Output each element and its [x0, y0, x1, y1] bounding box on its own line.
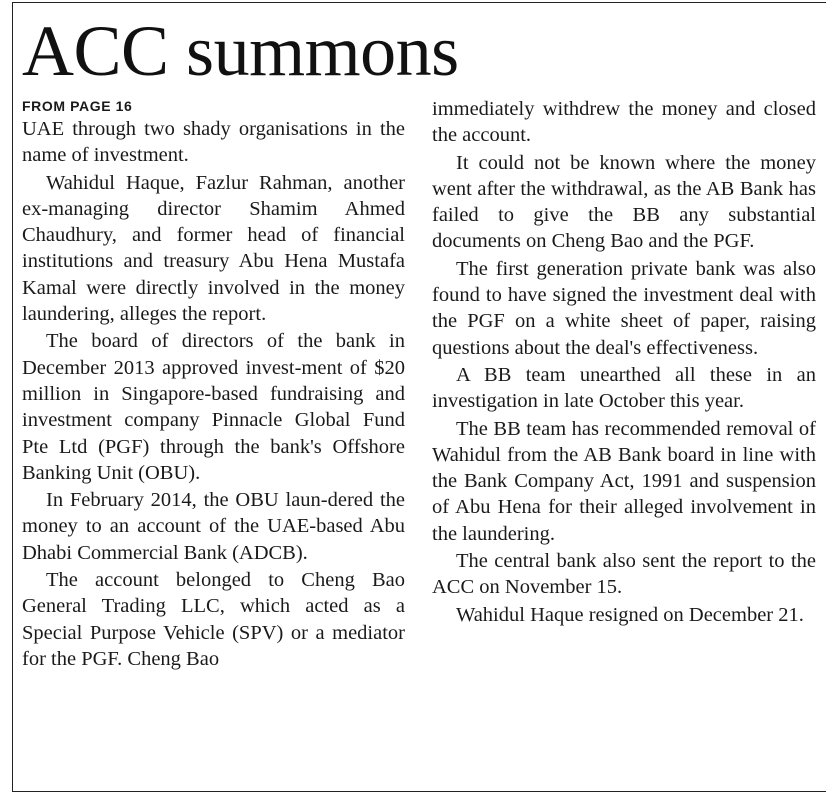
paragraph: The first generation private bank was also found to have signed the investment deal with the PGF on a white sheet of paper, raising questions about the deal's effectiveness. [432, 257, 816, 359]
paragraph: Wahidul Haque, Fazlur Rahman, another ex-managing director Shamim Ahmed Chaudhury, and former head of financial institutions and treasury Abu Hena Mustafa Kamal were directly involved in the money laundering, alleges the report. [22, 171, 405, 326]
paragraph: Wahidul Haque resigned on December 21. [456, 603, 804, 626]
top-border-rule [12, 2, 826, 3]
jump-line: FROM PAGE 16 [22, 98, 133, 114]
paragraph: The central bank also sent the report to the ACC on November 15. [432, 550, 816, 599]
paragraph: In February 2014, the OBU laun-dered the money to an account of the UAE-based Abu Dhabi Commercial Bank (ADCB). [22, 489, 405, 564]
paragraph: The BB team has recommended removal of Wahidul from the AB Bank board in line with the Bank Company Act, 1991 and suspension of Abu Hena for their alleged involvement in the laundering. [432, 417, 816, 545]
article-column-right [432, 96, 816, 629]
left-border-rule [12, 2, 13, 792]
paragraph: It could not be known where the money went after the withdrawal, as the AB Bank has failed to give the BB any substantial documents on Cheng Bao and the PGF. [432, 151, 816, 253]
headline: ACC summons [22, 11, 459, 91]
bottom-border-rule [12, 791, 826, 792]
paragraph: UAE through two shady organisations in the name of investment. [22, 118, 405, 167]
article-column-left [22, 96, 405, 673]
paragraph: The account belonged to Cheng Bao General Trading LLC, which acted as a Special Purpose Vehicle (SPV) or a mediator for the PGF. Cheng Bao [22, 569, 405, 670]
paragraph: immediately withdrew the money and closed the account. [432, 98, 816, 147]
paragraph: The board of directors of the bank in December 2013 approved invest-ment of $20 million in Singapore-based fundraising and investment company Pinnacle Global Fund Pte Ltd (PGF) through the bank's Offshore Banking Unit (OBU). [22, 330, 405, 484]
paragraph: A BB team unearthed all these in an investigation in late October this year. [432, 363, 816, 413]
